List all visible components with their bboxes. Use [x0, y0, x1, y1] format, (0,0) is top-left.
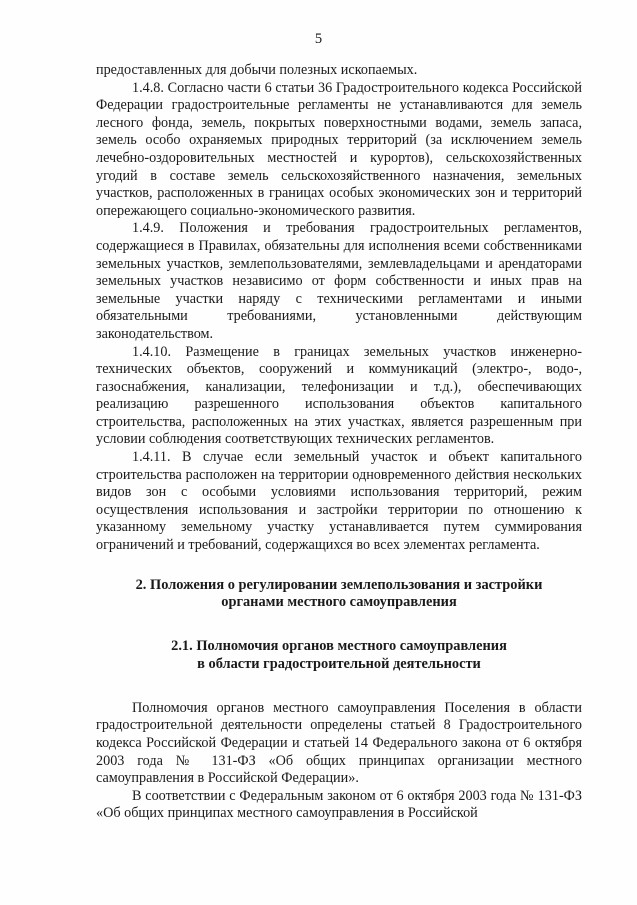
subsection-heading: [96, 638, 582, 674]
section-heading-line-2: органами местного самоуправления: [221, 594, 457, 611]
paragraph-1-4-10: 1.4.10. Размещение в границах земельных участков инженерно-технических объектов, сооружений и коммуникаций (электро-, водо-, газоснабжения, канализации, телефонизации и т.д.), обеспечивающих реализацию разрешенного использования объектов капитального строительства, расположенных на этих участках, является разрешенным при условии соблюдения соответствующих технических регламентов.: [96, 343, 582, 448]
page-number: 5: [314, 31, 323, 47]
section-heading: [96, 577, 582, 613]
subsection-heading-line-1: 2.1. Полномочия органов местного самоуправления: [171, 638, 507, 655]
section-heading-line-1: 2. Положения о регулировании землепользования и застройки: [135, 576, 543, 593]
page-content: [96, 62, 582, 823]
paragraph-2-1-law: В соответствии с Федеральным законом от 6 октября 2003 года № 131-ФЗ «Об общих принципах местного самоуправления в Российской: [96, 787, 582, 822]
subsection-heading-line-2: в области градостроительной деятельности: [197, 656, 481, 673]
paragraph-1-4-11: 1.4.11. В случае если земельный участок и объект капитального строительства расположен на территории одновременного действия нескольких видов зон с особыми условиями использования территорий, режим осуществления использования и застройки территории по отношению к указанному земельному участку устанавливается путем суммирования ограничений и требований, содержащихся во всех элементах регламента.: [96, 449, 582, 554]
paragraph-2-1-powers: Полномочия органов местного самоуправления Поселения в области градостроительной деятельности определены статьей 8 Градостроительного кодекса Российской Федерации и статьей 14 Федерального закона от 6 октября 2003 года № 131-ФЗ «Об общих принципах организации местного самоуправления в Российской Федерации».: [96, 699, 582, 787]
paragraph-1-4-8: 1.4.8. Согласно части 6 статьи 36 Градостроительного кодекса Российской Федерации градостроительные регламенты не устанавливаются для земель лесного фонда, земель, покрытых поверхностными водами, земель запаса, земель особо охраняемых природных территорий (за исключением земель лечебно-оздоровительных местностей и курортов), сельскохозяйственных угодий в составе земель сельскохозяйственного назначения, земельных участков, расположенных в границах особых экономических зон и территорий опережающего социально-экономического развития.: [96, 79, 582, 219]
paragraph-1-4-9: 1.4.9. Положения и требования градостроительных регламентов, содержащиеся в Правилах, обязательны для исполнения всеми собственниками земельных участков, землепользователями, землевладельцами и арендаторами земельных участков независимо от форм собственности и иных прав на земельные участки наряду с техническими регламентами и иными обязательными требованиями, установленными действующим законодательством.: [96, 220, 582, 342]
paragraph-continuation: предоставленных для добычи полезных ископаемых.: [96, 62, 418, 78]
